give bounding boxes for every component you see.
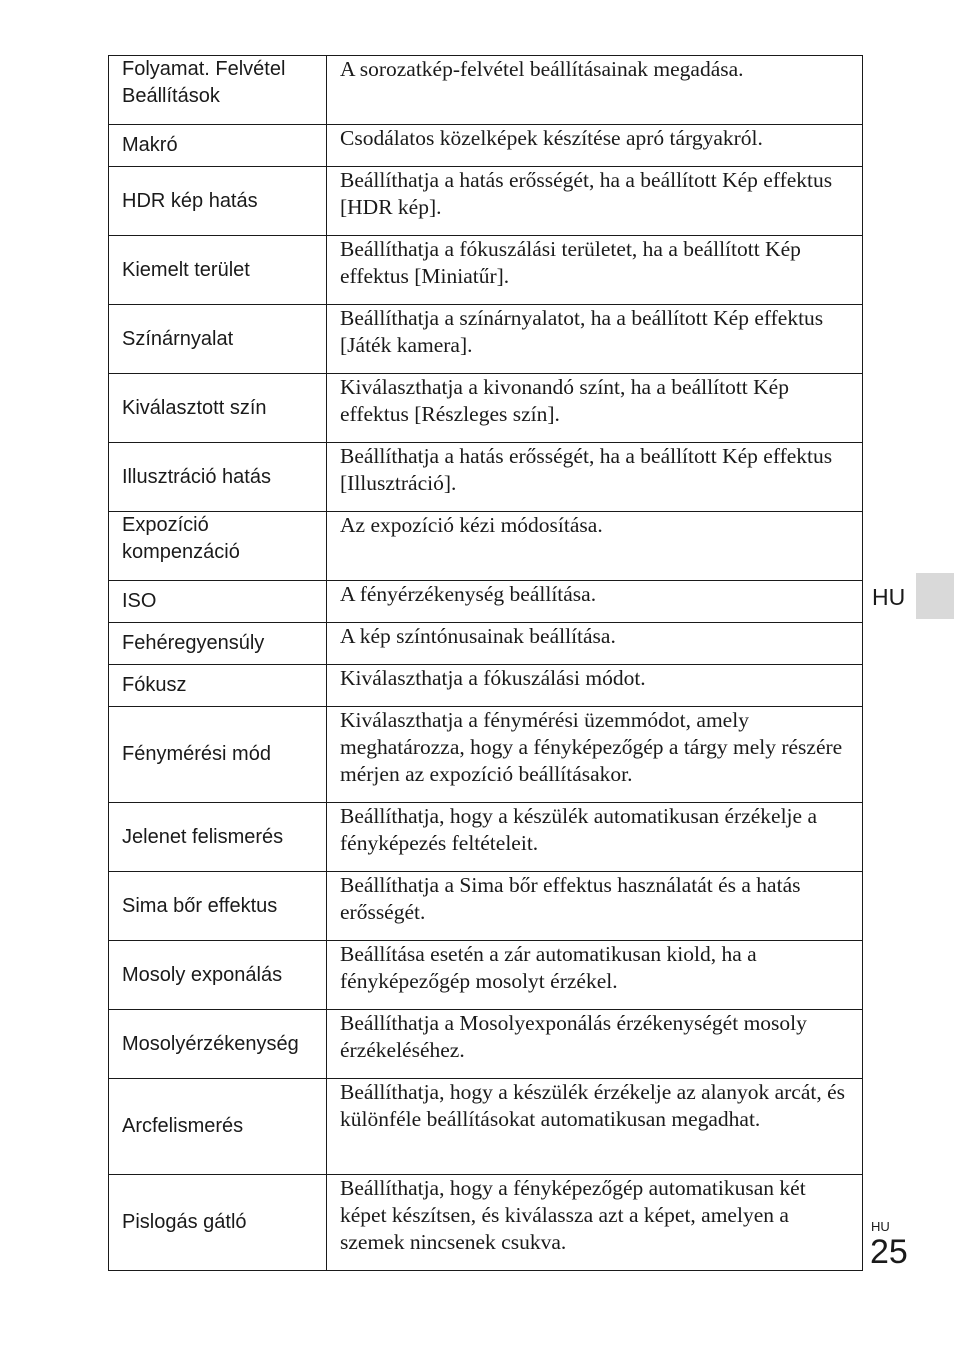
setting-name: Kiemelt terület <box>109 236 327 305</box>
setting-name: Fókusz <box>109 665 327 707</box>
setting-description: A kép színtónusainak beállítása. <box>327 623 863 665</box>
setting-description: Csodálatos közelképek készítése apró tárgyakról. <box>327 125 863 167</box>
language-tab-marker <box>916 573 954 619</box>
settings-table <box>108 55 863 1271</box>
table-row <box>109 1079 863 1175</box>
table-row <box>109 56 863 125</box>
table-row <box>109 167 863 236</box>
setting-description: Kiválaszthatja a kivonandó színt, ha a beállított Kép effektus [Részleges szín]. <box>327 374 863 443</box>
setting-description: Beállítása esetén a zár automatikusan kiold, ha a fényképezőgép mosolyt érzékel. <box>327 941 863 1010</box>
setting-description: Kiválaszthatja a fókuszálási módot. <box>327 665 863 707</box>
table-row <box>109 236 863 305</box>
setting-name: Kiválasztott szín <box>109 374 327 443</box>
page-number: 25 <box>870 1233 908 1271</box>
setting-name: Pislogás gátló <box>109 1175 327 1271</box>
setting-name: Arcfelismerés <box>109 1079 327 1175</box>
setting-name: Folyamat. Felvétel Beállítások <box>109 56 327 125</box>
setting-description: Beállíthatja a hatás erősségét, ha a beállított Kép effektus [Illusztráció]. <box>327 443 863 512</box>
table-row <box>109 623 863 665</box>
setting-name: Jelenet felismerés <box>109 803 327 872</box>
setting-name: Fehéregyensúly <box>109 623 327 665</box>
setting-description: Beállíthatja a fókuszálási területet, ha a beállított Kép effektus [Miniatűr]. <box>327 236 863 305</box>
setting-name: Mosoly exponálás <box>109 941 327 1010</box>
table-row <box>109 374 863 443</box>
setting-name: Makró <box>109 125 327 167</box>
setting-name: ISO <box>109 581 327 623</box>
setting-description: Beállíthatja, hogy a készülék automatikusan érzékelje a fényképezés feltételeit. <box>327 803 863 872</box>
setting-name: Fénymérési mód <box>109 707 327 803</box>
setting-name: Illusztráció hatás <box>109 443 327 512</box>
table-row <box>109 1010 863 1079</box>
setting-description: Az expozíció kézi módosítása. <box>327 512 863 581</box>
table-row <box>109 872 863 941</box>
setting-name: Expozíció kompenzáció <box>109 512 327 581</box>
table-row <box>109 803 863 872</box>
setting-description: Beállíthatja a hatás erősségét, ha a beállított Kép effektus [HDR kép]. <box>327 167 863 236</box>
setting-name: Mosolyérzékenység <box>109 1010 327 1079</box>
setting-description: Beállíthatja, hogy a készülék érzékelje az alanyok arcát, és különféle beállításokat automatikusan megadhat. <box>327 1079 863 1175</box>
table-row <box>109 305 863 374</box>
setting-description: A fényérzékenység beállítása. <box>327 581 863 623</box>
setting-name: HDR kép hatás <box>109 167 327 236</box>
setting-description: Beállíthatja a színárnyalatot, ha a beállított Kép effektus [Játék kamera]. <box>327 305 863 374</box>
setting-description: Beállíthatja a Mosolyexponálás érzékenységét mosoly érzékeléséhez. <box>327 1010 863 1079</box>
table-row <box>109 125 863 167</box>
page-language: HU <box>871 1219 890 1234</box>
setting-description: A sorozatkép-felvétel beállításainak megadása. <box>327 56 863 125</box>
setting-name: Színárnyalat <box>109 305 327 374</box>
table-row <box>109 443 863 512</box>
table-row <box>109 707 863 803</box>
table-row <box>109 665 863 707</box>
setting-description: Beállíthatja a Sima bőr effektus használatát és a hatás erősségét. <box>327 872 863 941</box>
table-row <box>109 941 863 1010</box>
setting-description: Beállíthatja, hogy a fényképezőgép automatikusan két képet készítsen, és kiválassza azt a képet, amelyen a szemek nincsenek csukva. <box>327 1175 863 1271</box>
table-row <box>109 512 863 581</box>
setting-name: Sima bőr effektus <box>109 872 327 941</box>
setting-description: Kiválaszthatja a fénymérési üzemmódot, amely meghatározza, hogy a fényképezőgép a tárgy mely részére mérjen az expozíció beállításakor. <box>327 707 863 803</box>
table-row <box>109 1175 863 1271</box>
table-row <box>109 581 863 623</box>
language-tab-label: HU <box>872 584 906 610</box>
